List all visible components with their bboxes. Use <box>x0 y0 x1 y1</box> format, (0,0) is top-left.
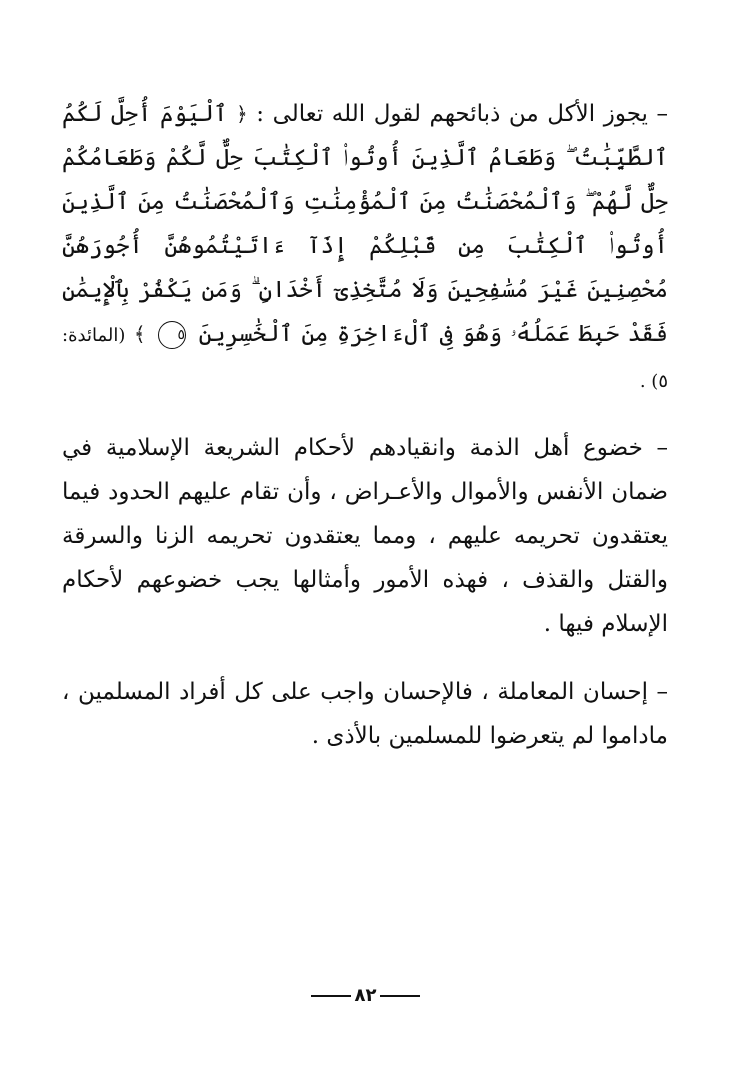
paragraph-good-treatment: – إحسان المعاملة ، فالإحسان واجب على كل أفراد المسلمين ، ماداموا لم يتعرضوا للمسلمين بالأذى . <box>62 679 668 749</box>
footer-dash-right <box>380 995 420 997</box>
document-body <box>62 92 668 782</box>
paragraph-eating-slaughter <box>62 92 668 404</box>
paragraph-dhimmi-submission: – خضوع أهل الذمة وانقيادهم لأحكام الشريعة الإسلامية في ضمان الأنفس والأموال والأعـراض ، وأن تقام عليهم الحدود فيما يعتقدون تحريمه عليهم ، ومما يعتقدون تحريمه الزنا والسرقة والقتل والقذف ، فهذه الأمور وأمثالها يجب خضوعهم لأحكام الإسلام فيها . <box>62 435 668 637</box>
footer-dash-left <box>311 995 351 997</box>
paragraph-intro: – يجوز الأكل من ذبائحهم لقول الله تعالى : <box>256 101 669 127</box>
ayah-number-marker: ٥ <box>158 321 186 349</box>
page-footer <box>0 986 731 1006</box>
verse-reference: (المائدة: ٥) . <box>62 325 668 392</box>
page-number: ٨٢ <box>354 985 377 1006</box>
quran-open-bracket: ﴿ <box>235 102 248 126</box>
quran-close-bracket: ﴾ <box>133 322 146 346</box>
quran-verse: ٱلْيَوْمَ أُحِلَّ لَكُمُ ٱلطَّيِّبَٰتُ ۖ وَطَعَامُ ٱلَّذِينَ أُوتُوا۟ ٱلْكِتَٰبَ حِلٌّ لَّكُمْ وَطَعَامُكُمْ حِلٌّ لَّهُمْ ۖ وَٱلْمُحْصَنَٰتُ مِنَ ٱلْمُؤْمِنَٰتِ وَٱلْمُحْصَنَٰتُ مِنَ ٱلَّذِينَ أُوتُوا۟ ٱلْكِتَٰبَ مِن قَبْلِكُمْ إِذَآ ءَاتَيْتُمُوهُنَّ أُجُورَهُنَّ مُحْصِنِينَ غَيْرَ مُسَٰفِحِينَ وَلَا مُتَّخِذِىٓ أَخْدَانٍ ۗ وَمَن يَكْفُرْ بِٱلْإِيمَٰنِ فَقَدْ حَبِطَ عَمَلُهُۥ وَهُوَ فِى ٱلْءَاخِرَةِ مِنَ ٱلْخَٰسِرِينَ <box>62 101 669 347</box>
